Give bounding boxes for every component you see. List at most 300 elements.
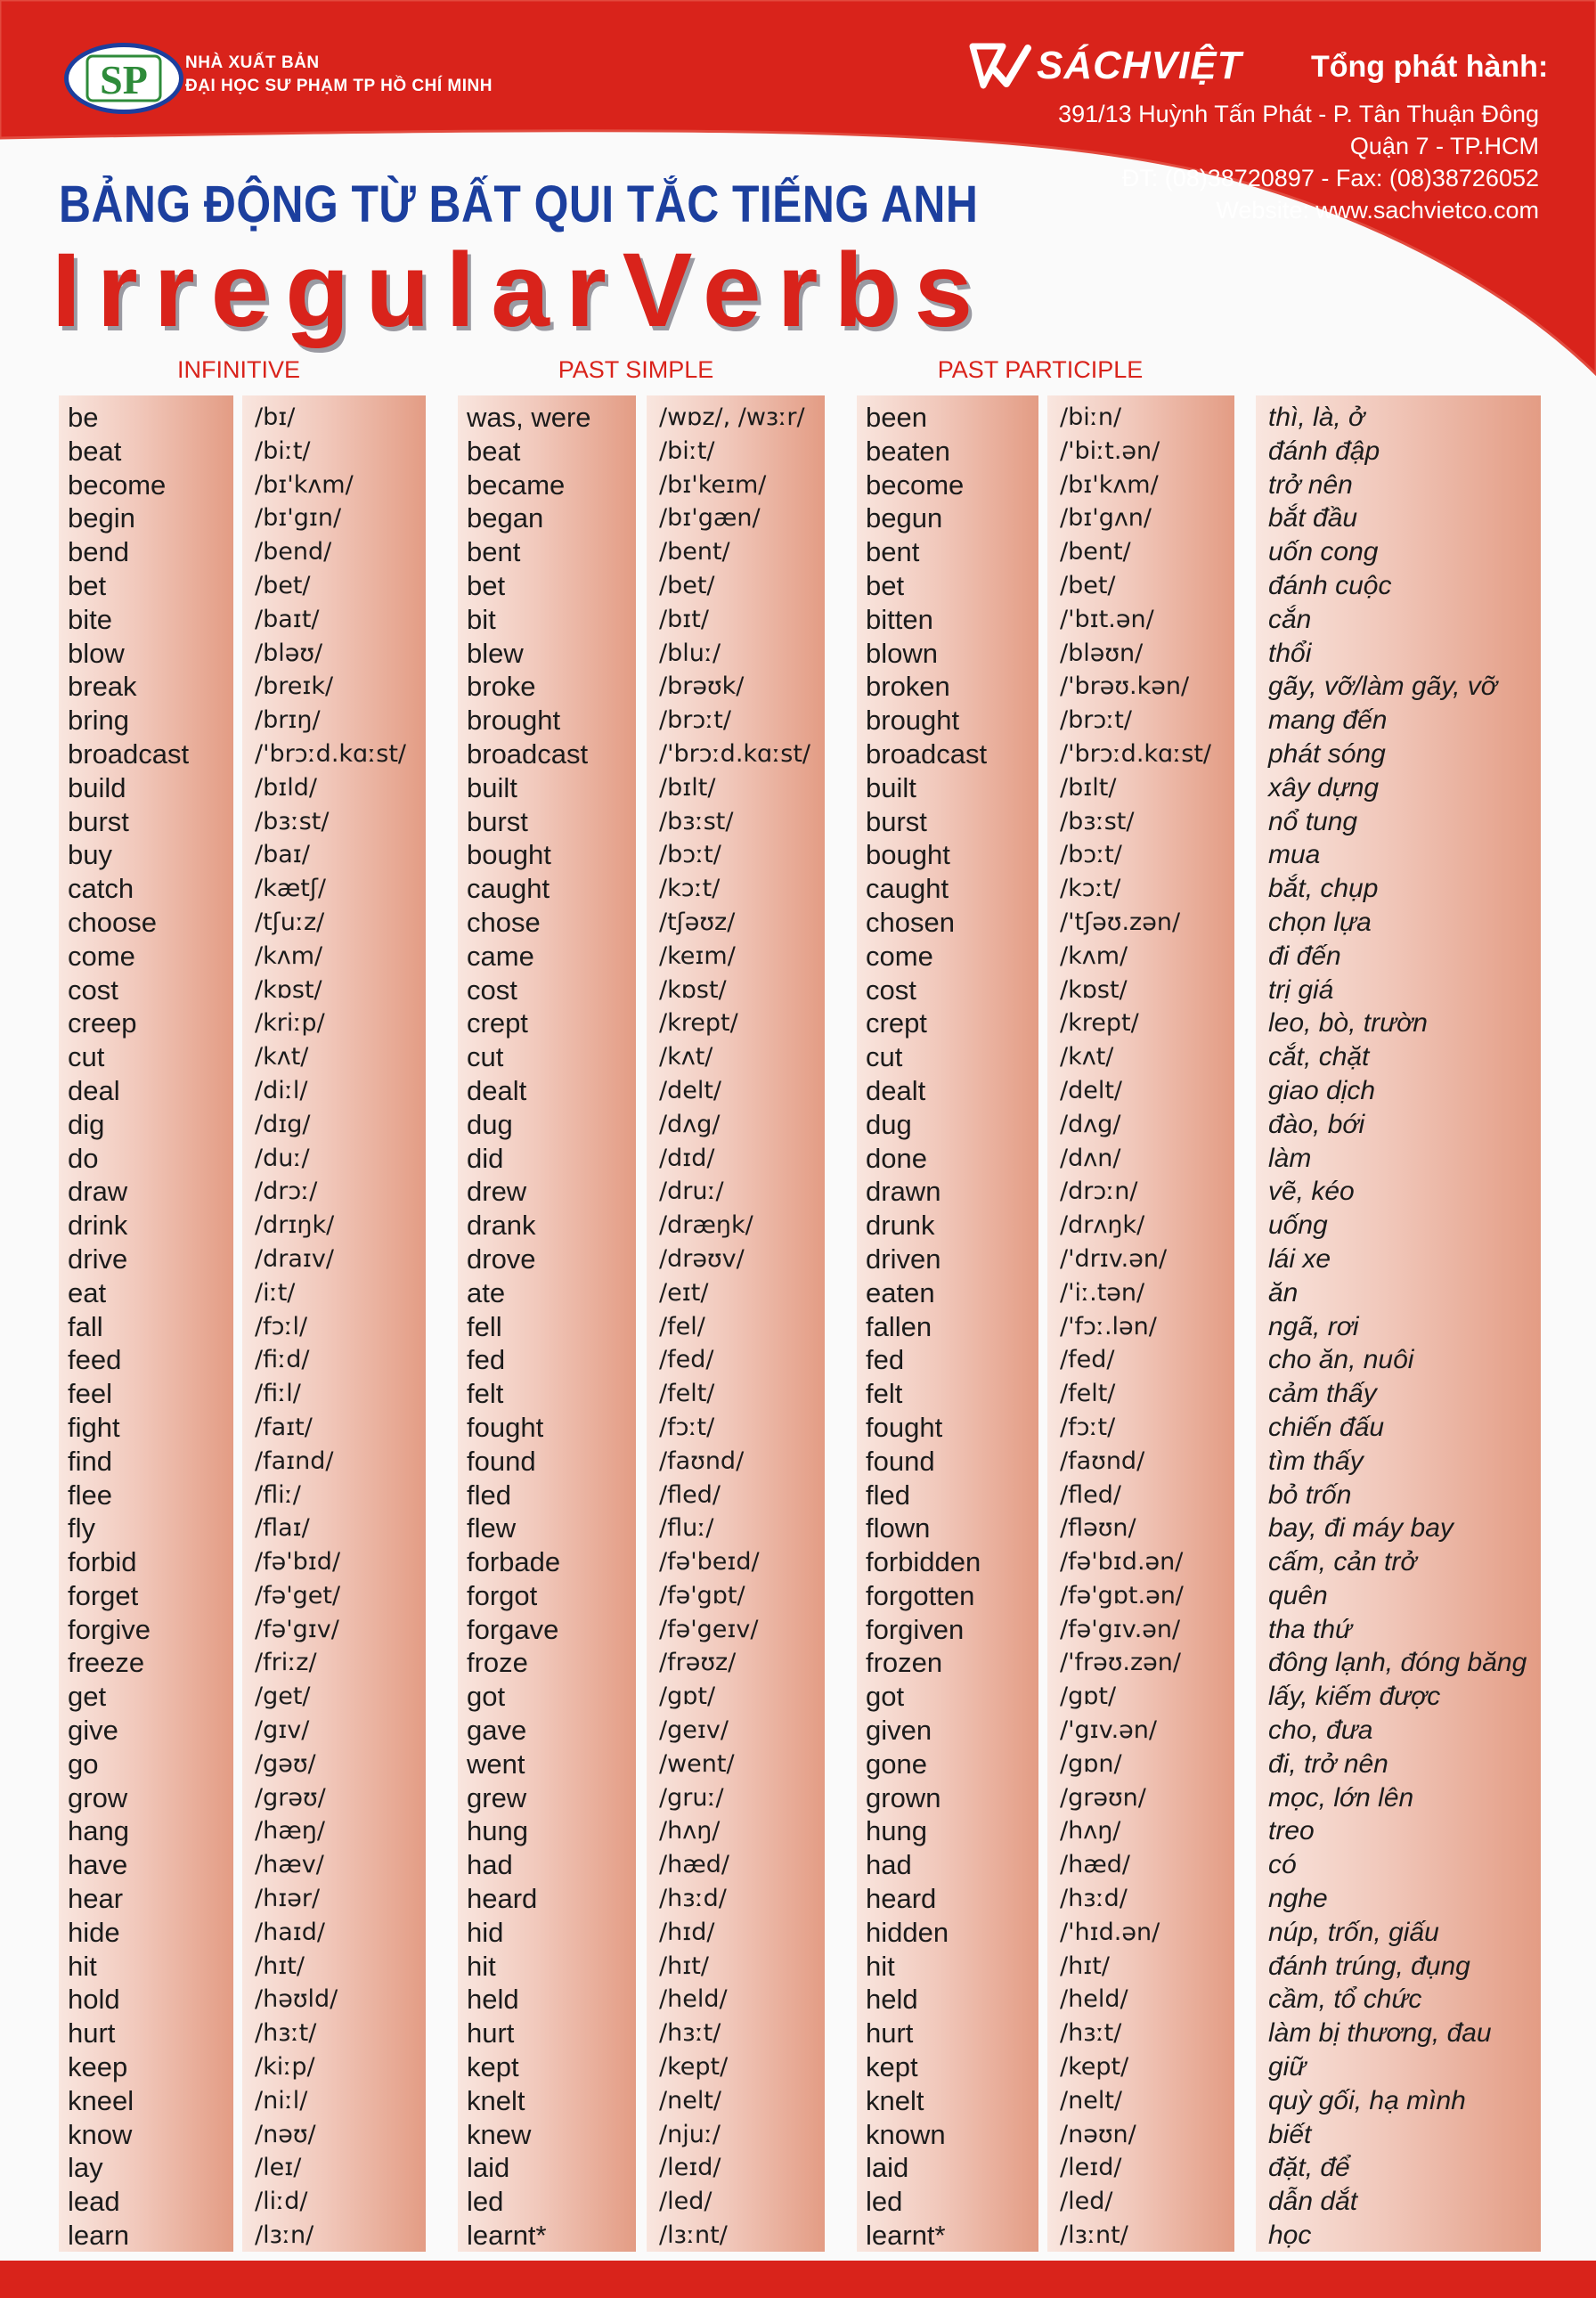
past-simple-item: began <box>467 502 544 534</box>
infinitive-item: do <box>68 1142 99 1174</box>
past-participle-pron-item: /kɔːt/ <box>1060 875 1121 903</box>
past-simple-pron-item: /gɒt/ <box>659 1683 716 1711</box>
past-participle-pron-item: /felt/ <box>1060 1380 1116 1408</box>
infinitive-pron-item: /fə'gɪv/ <box>255 1615 339 1643</box>
past-participle-pron-item: /'bɪt.ən/ <box>1060 605 1154 633</box>
infinitive-item: know <box>68 2118 133 2150</box>
infinitive-item: fly <box>68 1512 95 1544</box>
infinitive-pron-item: /bləʊ/ <box>255 639 323 667</box>
past-simple-item: bought <box>467 839 551 871</box>
past-participle-item: found <box>866 1445 935 1477</box>
infinitive-pron-item: /dɪg/ <box>255 1110 311 1138</box>
past-participle-pron-item: /bɪlt/ <box>1060 773 1117 802</box>
past-participle-item: eaten <box>866 1276 935 1308</box>
infinitive-item: be <box>68 402 99 433</box>
past-participle-item: beaten <box>866 435 950 467</box>
publisher-line-2: ĐẠI HỌC SƯ PHẠM TP HỒ CHÍ MINH <box>185 77 493 95</box>
past-participle-pron-item: /delt/ <box>1060 1076 1123 1104</box>
infinitive-item: get <box>68 1681 107 1713</box>
past-participle-pron-item: /grəʊn/ <box>1060 1783 1146 1812</box>
past-simple-item: bet <box>467 569 506 601</box>
past-simple-item: broadcast <box>467 737 589 770</box>
infinitive-item: break <box>68 671 137 703</box>
past-simple-pron-item: /bɔːt/ <box>659 841 721 869</box>
past-simple-pron-item: /hɪd/ <box>659 1918 715 1946</box>
past-simple-item: fought <box>467 1411 544 1443</box>
infinitive-item: eat <box>68 1276 107 1308</box>
infinitive-item: cut <box>68 1041 105 1073</box>
infinitive-pron-item: /friːz/ <box>255 1649 317 1677</box>
past-participle-pron-item: /bɪ'gʌn/ <box>1060 504 1152 533</box>
footer-red-band <box>0 2261 1596 2298</box>
past-participle-item: driven <box>866 1243 941 1275</box>
past-participle-item: led <box>866 2186 903 2218</box>
infinitive-pron-item: /nəʊ/ <box>255 2120 316 2148</box>
infinitive-item: forget <box>68 1579 139 1611</box>
infinitive-pron-item: /brɪŋ/ <box>255 706 321 735</box>
meaning-item: đánh đập <box>1268 436 1380 466</box>
past-participle-item: bet <box>866 569 905 601</box>
meaning-item: học <box>1268 2221 1312 2251</box>
meaning-item: dẫn dắt <box>1268 2187 1358 2217</box>
distributor-label: Tổng phát hành: <box>1311 50 1549 84</box>
past-participle-item: cut <box>866 1041 903 1073</box>
past-simple-item: beat <box>467 435 521 467</box>
past-participle-item: fought <box>866 1411 943 1443</box>
infinitive-item: become <box>68 469 167 501</box>
infinitive-pron-item: /hɪər/ <box>255 1885 321 1913</box>
past-simple-pron-item: /delt/ <box>659 1076 722 1104</box>
infinitive-item: hit <box>68 1950 97 1982</box>
past-participle-item: burst <box>866 805 927 837</box>
past-participle-item: bought <box>866 839 950 871</box>
past-participle-item: learnt* <box>866 2220 946 2252</box>
infinitive-pron-item: /bɜːst/ <box>255 807 330 835</box>
past-simple-item: ate <box>467 1276 506 1308</box>
past-participle-item: cost <box>866 974 916 1006</box>
past-simple-item: froze <box>467 1647 528 1679</box>
meaning-item: biết <box>1268 2119 1312 2149</box>
past-participle-pron-item: /fə'gɒt.ən/ <box>1060 1581 1184 1609</box>
past-participle-pron-item: /'gɪv.ən/ <box>1060 1716 1157 1745</box>
infinitive-pron-item: /drɔː/ <box>255 1178 318 1206</box>
meaning-item: đi, trở nên <box>1268 1748 1388 1779</box>
past-participle-item: gone <box>866 1748 927 1780</box>
past-participle-item: fled <box>866 1479 910 1511</box>
past-simple-item: hit <box>467 1950 496 1982</box>
meaning-item: núp, trốn, giấu <box>1268 1917 1439 1947</box>
publisher-name <box>185 52 493 98</box>
past-participle-pron-item: /krept/ <box>1060 1009 1139 1038</box>
past-participle-pron-item: /kept/ <box>1060 2053 1129 2082</box>
infinitive-pron-item: /duː/ <box>255 1144 310 1172</box>
meaning-item: giao dịch <box>1268 1075 1376 1105</box>
meaning-item: treo <box>1268 1816 1315 1846</box>
meaning-item: giữ <box>1268 2052 1307 2082</box>
past-participle-item: broadcast <box>866 737 988 770</box>
infinitive-item: have <box>68 1849 128 1881</box>
header-past-participle: PAST PARTICIPLE <box>937 356 1144 383</box>
infinitive-pron-item: /həʊld/ <box>255 1985 338 2014</box>
meaning-item: bỏ trốn <box>1268 1479 1352 1510</box>
past-simple-pron-item: /bɜːst/ <box>659 807 734 835</box>
meaning-item: nổ tung <box>1268 806 1358 836</box>
past-participle-item: fed <box>866 1344 905 1376</box>
past-simple-item: dealt <box>467 1074 527 1106</box>
past-participle-pron-item: /hɪt/ <box>1060 1952 1110 1980</box>
meaning-item: phát sóng <box>1268 738 1386 769</box>
infinitive-pron-item: /fə'get/ <box>255 1581 341 1609</box>
infinitive-item: build <box>68 771 126 803</box>
infinitive-item: lead <box>68 2186 120 2218</box>
past-participle-pron-item: /biːn/ <box>1060 403 1122 431</box>
past-simple-item: fled <box>467 1479 511 1511</box>
past-participle-pron-item: /bent/ <box>1060 538 1131 566</box>
past-participle-pron-item: /held/ <box>1060 1985 1128 2014</box>
past-simple-pron-item: /held/ <box>659 1985 728 2014</box>
infinitive-pron-item: /get/ <box>255 1683 311 1711</box>
infinitive-item: grow <box>68 1781 128 1813</box>
past-participle-item: been <box>866 402 927 433</box>
past-simple-pron-item: /leɪd/ <box>659 2154 721 2182</box>
infinitive-pron-item: /hɜːt/ <box>255 2019 317 2048</box>
past-participle-item: come <box>866 940 933 972</box>
infinitive-item: flee <box>68 1479 112 1511</box>
infinitive-item: learn <box>68 2220 129 2252</box>
column-past-simple-pron <box>647 395 825 2252</box>
past-simple-item: cut <box>467 1041 504 1073</box>
infinitive-item: burst <box>68 805 129 837</box>
infinitive-pron-item: /gɪv/ <box>255 1716 310 1745</box>
past-participle-item: drunk <box>866 1210 935 1242</box>
past-participle-pron-item: /led/ <box>1060 2188 1113 2216</box>
past-simple-item: drank <box>467 1210 536 1242</box>
infinitive-pron-item: /kɒst/ <box>255 975 322 1004</box>
infinitive-pron-item: /flaɪ/ <box>255 1514 310 1543</box>
infinitive-pron-item: /iːt/ <box>255 1278 296 1307</box>
past-simple-item: led <box>467 2186 504 2218</box>
infinitive-item: feel <box>68 1378 112 1410</box>
past-participle-pron-item: /'iː.tən/ <box>1060 1278 1145 1307</box>
infinitive-pron-item: /drɪŋk/ <box>255 1211 335 1240</box>
meaning-item: mang đến <box>1268 705 1388 736</box>
past-participle-pron-item: /fɔːt/ <box>1060 1413 1116 1441</box>
infinitive-item: choose <box>68 906 157 938</box>
infinitive-pron-item: /bend/ <box>255 538 332 566</box>
address-line-1: 391/13 Huỳnh Tấn Phát - P. Tân Thuận Đông <box>1058 101 1539 127</box>
meaning-item: tha thứ <box>1268 1614 1353 1644</box>
past-participle-item: felt <box>866 1378 903 1410</box>
infinitive-item: keep <box>68 2051 128 2083</box>
past-participle-pron-item: /leɪd/ <box>1060 2154 1122 2182</box>
meaning-item: tìm thấy <box>1268 1446 1364 1476</box>
past-participle-pron-item: /brɔːt/ <box>1060 706 1132 735</box>
meaning-item: ăn <box>1268 1277 1299 1308</box>
past-participle-pron-item: /nelt/ <box>1060 2086 1123 2115</box>
past-participle-pron-item: /kɒst/ <box>1060 975 1128 1004</box>
meaning-item: trị giá <box>1268 974 1334 1005</box>
meaning-item: cho ăn, nuôi <box>1268 1345 1414 1375</box>
meaning-item: bắt, chụp <box>1268 874 1379 904</box>
infinitive-item: bite <box>68 603 112 635</box>
past-simple-item: kept <box>467 2051 519 2083</box>
infinitive-item: catch <box>68 873 134 905</box>
past-participle-pron-item: /gɒn/ <box>1060 1749 1122 1778</box>
past-simple-pron-item: /brəʊk/ <box>659 672 745 701</box>
past-participle-item: knelt <box>866 2084 924 2116</box>
past-simple-pron-item: /'brɔːd.kɑːst/ <box>659 739 811 768</box>
phone-fax: ĐT: (08)38720897 - Fax: (08)38726052 <box>1121 165 1539 192</box>
past-simple-item: forbade <box>467 1546 561 1578</box>
infinitive-item: fall <box>68 1310 103 1342</box>
infinitive-pron-item: /fɔːl/ <box>255 1312 308 1340</box>
past-simple-item: brought <box>467 705 561 737</box>
past-participle-pron-item: /gɒt/ <box>1060 1683 1117 1711</box>
past-participle-item: broken <box>866 671 950 703</box>
meaning-item: cấm, cản trở <box>1268 1547 1417 1577</box>
infinitive-item: begin <box>68 502 135 534</box>
publisher-logo-mark <box>75 51 173 106</box>
past-simple-pron-item: /bɪ'keɪm/ <box>659 470 767 499</box>
meaning-item: cảm thấy <box>1268 1379 1377 1409</box>
past-participle-pron-item: /'biːt.ən/ <box>1060 436 1160 465</box>
past-participle-item: frozen <box>866 1647 943 1679</box>
infinitive-pron-item: /breɪk/ <box>255 672 334 701</box>
infinitive-pron-item: /bɪ'kʌm/ <box>255 470 354 499</box>
infinitive-pron-item: /kʌm/ <box>255 941 323 970</box>
past-participle-pron-item: /fə'bɪd.ən/ <box>1060 1548 1184 1577</box>
past-simple-pron-item: /keɪm/ <box>659 941 736 970</box>
infinitive-item: kneel <box>68 2084 134 2116</box>
past-simple-pron-item: /fə'gɒt/ <box>659 1581 745 1609</box>
meaning-item: bay, đi máy bay <box>1268 1513 1454 1544</box>
past-simple-item: built <box>467 771 517 803</box>
past-participle-item: fallen <box>866 1310 932 1342</box>
meaning-item: làm <box>1268 1143 1312 1173</box>
publisher-line-1: NHÀ XUẤT BẢN <box>185 53 320 72</box>
infinitive-pron-item: /tʃuːz/ <box>255 908 325 936</box>
infinitive-pron-item: /bɪ'gɪn/ <box>255 504 342 533</box>
past-simple-item: cost <box>467 974 517 1006</box>
past-simple-pron-item: /kɒst/ <box>659 975 727 1004</box>
meaning-item: quên <box>1268 1580 1328 1610</box>
past-simple-pron-item: /tʃəʊz/ <box>659 908 736 936</box>
infinitive-item: hurt <box>68 2017 116 2049</box>
past-simple-item: went <box>467 1748 525 1780</box>
past-simple-item: hurt <box>467 2017 515 2049</box>
past-simple-pron-item: /bɪ'gæn/ <box>659 504 761 533</box>
infinitive-item: drive <box>68 1243 128 1275</box>
past-simple-pron-item: /kept/ <box>659 2053 729 2082</box>
infinitive-item: beat <box>68 435 122 467</box>
meaning-item: thì, là, ở <box>1268 403 1365 432</box>
past-simple-pron-item: /brɔːt/ <box>659 706 731 735</box>
infinitive-item: fight <box>68 1411 120 1443</box>
infinitive-pron-item: /bɪld/ <box>255 773 318 802</box>
column-past-participle-pron <box>1047 395 1234 2252</box>
past-participle-pron-item: /bɜːst/ <box>1060 807 1135 835</box>
infinitive-item: creep <box>68 1007 137 1039</box>
meaning-item: cho, đưa <box>1268 1715 1373 1746</box>
past-participle-pron-item: /'hɪd.ən/ <box>1060 1918 1160 1946</box>
past-participle-item: forgotten <box>866 1579 975 1611</box>
past-participle-pron-item: /hɜːt/ <box>1060 2019 1122 2048</box>
past-participle-pron-item: /hɜːd/ <box>1060 1885 1128 1913</box>
past-simple-pron-item: /dræŋk/ <box>659 1211 753 1240</box>
infinitive-item: drink <box>68 1210 128 1242</box>
past-simple-pron-item: /eɪt/ <box>659 1278 709 1307</box>
past-simple-item: dug <box>467 1108 513 1140</box>
past-simple-item: broke <box>467 671 536 703</box>
address-line-2: Quận 7 - TP.HCM <box>1349 133 1539 159</box>
infinitive-pron-item: /draɪv/ <box>255 1244 334 1273</box>
infinitive-pron-item: /bɪ/ <box>255 403 296 431</box>
meaning-item: đặt, để <box>1268 2153 1350 2183</box>
meaning-item: nghe <box>1268 1884 1328 1914</box>
past-simple-pron-item: /bent/ <box>659 538 730 566</box>
infinitive-item: buy <box>68 839 112 871</box>
past-participle-item: crept <box>866 1007 927 1039</box>
sachviet-logo-icon <box>967 41 1031 91</box>
past-simple-item: forgot <box>467 1579 538 1611</box>
past-simple-pron-item: /hɜːt/ <box>659 2019 721 2048</box>
meaning-item: cắn <box>1268 604 1312 634</box>
past-simple-item: flew <box>467 1512 517 1544</box>
infinitive-pron-item: /grəʊ/ <box>255 1783 326 1812</box>
past-participle-item: bent <box>866 536 920 568</box>
past-participle-item: given <box>866 1715 932 1747</box>
past-simple-item: did <box>467 1142 504 1174</box>
past-simple-pron-item: /bluː/ <box>659 639 721 667</box>
past-participle-item: hit <box>866 1950 895 1982</box>
past-participle-pron-item: /'brɔːd.kɑːst/ <box>1060 739 1212 768</box>
infinitive-item: feed <box>68 1344 122 1376</box>
past-simple-pron-item: /kɔːt/ <box>659 875 721 903</box>
infinitive-item: cost <box>68 974 118 1006</box>
infinitive-pron-item: /fə'bɪd/ <box>255 1548 341 1577</box>
past-simple-pron-item: /dʌg/ <box>659 1110 721 1138</box>
infinitive-pron-item: /leɪ/ <box>255 2154 302 2182</box>
infinitive-pron-item: /faɪnd/ <box>255 1446 334 1475</box>
past-simple-pron-item: /hɜːd/ <box>659 1885 727 1913</box>
past-simple-item: hid <box>467 1916 504 1948</box>
past-simple-pron-item: /biːt/ <box>659 436 715 465</box>
past-simple-item: knelt <box>467 2084 525 2116</box>
past-participle-item: become <box>866 469 965 501</box>
infinitive-pron-item: /haɪd/ <box>255 1918 326 1946</box>
infinitive-pron-item: /hæv/ <box>255 1851 324 1879</box>
infinitive-pron-item: /hɪt/ <box>255 1952 305 1980</box>
past-participle-item: brought <box>866 705 960 737</box>
meaning-item: chọn lựa <box>1268 907 1372 937</box>
past-participle-pron-item: /fled/ <box>1060 1480 1121 1509</box>
past-simple-pron-item: /hʌŋ/ <box>659 1817 721 1846</box>
past-participle-pron-item: /lɜːnt/ <box>1060 2221 1128 2250</box>
past-participle-pron-item: /bləʊn/ <box>1060 639 1144 667</box>
past-simple-item: burst <box>467 805 528 837</box>
past-simple-pron-item: /lɜːnt/ <box>659 2221 728 2250</box>
meaning-item: lái xe <box>1268 1243 1331 1274</box>
infinitive-pron-item: /fliː/ <box>255 1480 301 1509</box>
meaning-item: làm bị thương, đau <box>1268 2018 1492 2049</box>
past-simple-pron-item: /hɪt/ <box>659 1952 709 1980</box>
infinitive-item: hang <box>68 1815 129 1847</box>
past-simple-pron-item: /bɪt/ <box>659 605 709 633</box>
past-simple-pron-item: /njuː/ <box>659 2120 721 2148</box>
past-simple-item: had <box>467 1849 513 1881</box>
past-participle-pron-item: /nəʊn/ <box>1060 2120 1136 2148</box>
infinitive-pron-item: /fiːd/ <box>255 1346 310 1374</box>
title-vietnamese: BẢNG ĐỘNG TỪ BẤT QUI TẮC TIẾNG ANH <box>59 175 979 233</box>
past-simple-item: held <box>467 1984 519 2016</box>
past-participle-pron-item: /hæd/ <box>1060 1851 1130 1879</box>
past-simple-pron-item: /bet/ <box>659 571 715 599</box>
past-participle-item: forbidden <box>866 1546 981 1578</box>
meaning-item: vẽ, kéo <box>1268 1177 1355 1207</box>
past-simple-pron-item: /led/ <box>659 2188 712 2216</box>
past-simple-pron-item: /fɔːt/ <box>659 1413 715 1441</box>
past-simple-pron-item: /bɪlt/ <box>659 773 716 802</box>
column-infinitive <box>59 395 233 2252</box>
infinitive-item: come <box>68 940 135 972</box>
past-simple-pron-item: /fə'geɪv/ <box>659 1615 759 1643</box>
infinitive-item: give <box>68 1715 118 1747</box>
past-participle-item: dealt <box>866 1074 926 1106</box>
meaning-item: thổi <box>1268 638 1312 668</box>
column-past-participle <box>857 395 1038 2252</box>
past-simple-item: bit <box>467 603 496 635</box>
column-meaning <box>1256 395 1541 2252</box>
past-simple-item: fell <box>467 1310 502 1342</box>
infinitive-pron-item: /gəʊ/ <box>255 1749 316 1778</box>
past-participle-pron-item: /drɔːn/ <box>1060 1178 1138 1206</box>
past-simple-item: chose <box>467 906 541 938</box>
past-simple-item: felt <box>467 1378 504 1410</box>
past-participle-pron-item: /drʌŋk/ <box>1060 1211 1145 1240</box>
infinitive-item: go <box>68 1748 99 1780</box>
header-past-simple: PAST SIMPLE <box>558 356 714 383</box>
past-participle-item: known <box>866 2118 946 2150</box>
past-simple-item: became <box>467 469 566 501</box>
infinitive-item: find <box>68 1445 112 1477</box>
past-simple-item: found <box>467 1445 536 1477</box>
infinitive-item: hide <box>68 1916 120 1948</box>
header-infinitive: INFINITIVE <box>176 356 300 383</box>
infinitive-pron-item: /liːd/ <box>255 2188 308 2216</box>
meaning-item: bắt đầu <box>1268 503 1358 534</box>
meaning-item: đánh trúng, đụng <box>1268 1951 1470 1981</box>
infinitive-pron-item: /niːl/ <box>255 2086 308 2115</box>
meaning-item: cắt, chặt <box>1268 1042 1370 1072</box>
past-participle-item: forgiven <box>866 1613 965 1645</box>
past-participle-item: built <box>866 771 916 803</box>
past-simple-pron-item: /hæd/ <box>659 1851 729 1879</box>
past-simple-pron-item: /fed/ <box>659 1346 714 1374</box>
past-simple-item: knew <box>467 2118 532 2150</box>
past-simple-item: drove <box>467 1243 536 1275</box>
column-infinitive-pron <box>242 395 426 2252</box>
meaning-item: mua <box>1268 840 1321 870</box>
past-simple-pron-item: /fə'beɪd/ <box>659 1548 760 1577</box>
past-participle-item: begun <box>866 502 943 534</box>
past-participle-pron-item: /fə'gɪv.ən/ <box>1060 1615 1181 1643</box>
infinitive-item: freeze <box>68 1647 145 1679</box>
infinitive-item: dig <box>68 1108 105 1140</box>
past-participle-item: hurt <box>866 2017 914 2049</box>
past-simple-pron-item: /druː/ <box>659 1178 724 1206</box>
past-simple-pron-item: /geɪv/ <box>659 1716 729 1745</box>
meaning-item: đánh cuộc <box>1268 570 1392 600</box>
